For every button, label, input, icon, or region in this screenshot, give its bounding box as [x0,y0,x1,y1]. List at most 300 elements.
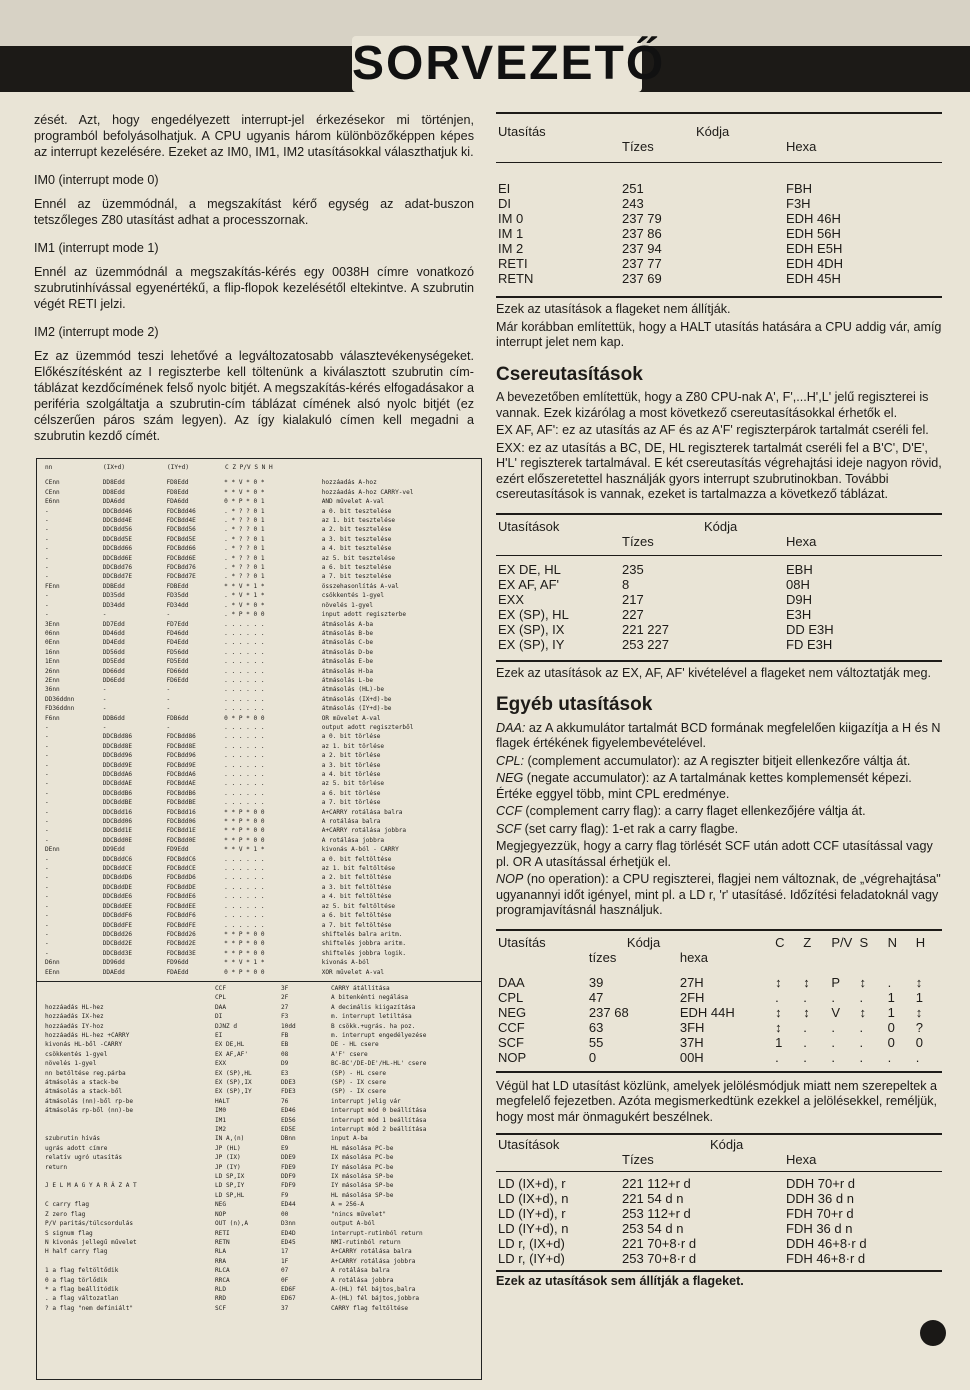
table-cell: ↕ [775,974,782,990]
listing-row [45,488,481,497]
table-row [496,226,942,241]
table-cell: 3FH [679,1019,705,1035]
table-cell: ↕ [859,974,867,990]
other-heading: Egyéb utasítások [496,694,653,715]
interrupt-table-body [496,181,942,286]
table-cell: P [831,974,841,990]
table-cell: IM 0 [498,211,524,226]
listing-lower-cell: RETI [215,1229,230,1237]
listing-cell: . . . . . . [224,874,265,882]
table-cell: 1 [775,1034,783,1050]
listing-cell: - [102,723,107,731]
listing-cell: - [45,573,49,581]
listing-cell: - [45,723,49,731]
listing-lower-cell: hozzáadás IY-hoz [45,1022,104,1030]
listing-lower-row [45,1285,481,1294]
listing-lower-cell: A rotálása jobbra [331,1276,394,1284]
listing-cell: DD46dd [102,629,125,637]
listing-row [45,742,481,751]
th-flag: P/V [831,934,853,950]
listing-lower-row [45,1229,481,1238]
listing-cell: . * ? ? 0 1 [224,517,265,525]
listing-lower-row [45,1134,481,1143]
table-cell: DD E3H [786,621,834,637]
listing-cell: - [45,789,49,797]
table-row [496,241,942,256]
table-cell: EDH E5H [786,241,843,256]
table-cell: 237 94 [622,241,662,256]
listing-lower-cell: 08 [281,1050,289,1058]
listing-row [45,808,481,817]
listing-cell: átmásolás B-be [321,629,374,637]
listing-cell: . . . . . . [224,771,265,778]
listing-cell: - [45,940,49,948]
listing-lower-row [45,1153,481,1162]
listing-row [45,554,481,563]
th-dec: Tízes [622,1152,654,1167]
listing-lower-cell: FDE3 [281,1088,296,1096]
table-cell: 39 [588,974,604,990]
listing-cell: . . . . . . [224,893,265,901]
listing-cell: 0 * P * 0 0 [224,714,265,722]
listing-cell: . . . . . . [224,705,265,713]
table-cell: FDH 36 d n [786,1221,853,1236]
listing-cell: * * V * 1 * [224,846,265,854]
listing-cell: - [45,893,49,901]
listing-lower-cell: ED5E [281,1126,296,1134]
listing-cell: . * ? ? 0 1 [224,573,265,581]
listing-cell: . . . . . . [224,733,265,741]
listing-cell: FDCBdd6E [166,554,196,562]
listing-cell: . . . . . . [224,667,265,675]
listing-lower-cell: LD SP,HL [215,1191,245,1199]
listing-lower-cell: IX másolása PC-be [331,1154,394,1162]
listing-cell: DDCBdd46 [102,507,133,515]
listing-lower-cell: ED67 [281,1295,296,1303]
listing-lower-cell: IM0 [215,1107,227,1115]
listing-cell: 16nn [45,648,60,656]
other-paragraph [496,804,942,820]
listing-cell: hozzáadás A-hoz CARRY-vel [321,488,414,496]
table-cell: EBH [786,561,813,577]
listing-cell: . * V * 1 * [224,592,265,600]
left-column [34,112,474,453]
other-paragraph [496,822,942,838]
listing-cell: DDCBddFE [102,921,133,929]
listing-cell: * * V * 0 * [224,479,265,487]
instruction-term: NEG [496,771,524,785]
listing-cell: FDCBdd16 [166,808,196,816]
listing-cell: - [102,686,107,694]
listing-lower-cell: FDE9 [281,1163,296,1171]
listing-cell: átmásolás H-ba [321,667,374,675]
listing-cell: FD4Edd [166,639,189,647]
exchange-heading: Csereutasítások [496,363,643,385]
table-rule [496,1270,942,1272]
listing-cell: a 7. bit törlése [321,799,381,807]
listing-cell: 3Enn [45,620,60,628]
listing-lower-cell: (SP) - IX csere [331,1088,387,1096]
im0-paragraph: Ennél az üzemmódnál, a megszakítást kérő egység az adat-buszon tetszőleges Z80 utasítást adhat a processzornak. [34,197,474,227]
table-cell: 8 [622,576,630,592]
listing-lower-cell: 0 a flag törlődik [45,1276,108,1284]
listing-cell: FDCBdd5E [166,535,196,543]
table-cell: FBH [786,181,812,196]
table-row [496,1035,942,1050]
listing-rows [37,478,481,977]
th-code: Kódja [704,518,738,534]
table-cell: . [859,1049,864,1065]
listing-cell: FDCBddEE [166,902,196,910]
th-dec: tízes [588,949,617,965]
table-cell: 243 [622,196,644,211]
table-row [496,181,942,196]
instruction-term: CCF [496,804,522,818]
listing-cell: . . . . . . [224,883,265,891]
other-paragraph [496,721,942,752]
table-row [496,607,942,622]
table-cell: 1 [887,989,895,1005]
listing-cell: FDCBdd76 [166,564,196,572]
table-row [496,196,942,211]
th-code: Kódja [696,124,730,139]
listing-lower-cell: B csökk.+ugrás. ha poz. [331,1022,416,1030]
listing-lower-cell: DI [215,1013,223,1021]
table-cell: FDH 46+8·r d [786,1251,866,1266]
listing-cell: * * P * 0 0 [224,818,265,826]
listing-cell: FDBEdd [166,582,189,590]
listing-row [45,704,481,713]
listing-lower-cell: ED4D [281,1229,296,1237]
listing-cell: a 3. bit tesztelése [321,535,392,543]
listing-lower-cell: F3 [281,1013,289,1021]
table-cell: 237 77 [622,256,662,271]
listing-cell: DD6Edd [102,676,125,684]
listing-cell: - [45,883,49,891]
listing-cell: - [45,808,49,816]
listing-cell: DD56dd [102,648,125,656]
listing-row [45,478,481,487]
table-row [496,975,942,990]
listing-lower-row [45,1069,481,1078]
listing-cell: . * ? ? 0 1 [224,554,265,562]
table-cell: 227 [622,606,644,622]
listing-cell: - [45,761,49,769]
table-cell: 221 54 d n [622,1191,684,1206]
listing-lower-row [45,1125,481,1134]
listing-cell: A+CARRY rotálása balra [321,808,403,816]
listing-cell: DDCBdd0E [102,836,133,844]
listing-cell: DDCBddAE [102,780,133,788]
listing-lower-cell: EXX [215,1060,227,1068]
listing-cell: hozzáadás A-hoz [321,479,377,487]
listing-lower-cell: CCF [215,984,227,992]
listing-lower-rows [37,984,481,1313]
listing-row [45,817,481,826]
listing-lower-cell: C carry flag [45,1201,90,1209]
listing-cell: DD9Edd [102,846,125,854]
listing-lower-cell [45,984,215,993]
listing-cell: DDCBdd86 [102,733,133,741]
table-cell: ↕ [915,974,923,990]
listing-cell: FEnn [45,582,60,590]
listing-cell: a 7. bit tesztelése [321,573,392,581]
listing-row [45,723,481,732]
listing-lower-row [45,1219,481,1228]
listing-cell: a 4. bit feltöltése [321,893,392,901]
listing-cell: átmásolás (IY+d)-be [321,705,392,713]
th-instr: Utasítás [498,934,546,950]
table-cell: 1 [915,989,924,1005]
listing-lower-cell: átmásolás rp-ből (nn)-be [45,1107,134,1115]
table-cell: EDH 46H [786,211,841,226]
listing-cell: * * V * 1 * [224,959,265,967]
table-cell: EDH 56H [786,226,841,241]
section-title: SORVEZETŐ [352,37,666,90]
listing-cell: . * ? ? 0 1 [224,507,265,515]
listing-lower-row [45,1304,481,1313]
listing-lower-cell: RRD [215,1295,227,1303]
listing-lower-row [45,1172,481,1181]
table-cell: . [831,1019,835,1035]
table-cell: EDH 44H [679,1004,735,1020]
listing-cell: összehasonlítás A-val [321,582,399,590]
listing-cell: . * V * 0 * [224,601,265,609]
listing-lower-cell: A-(HL) fél bájtos,jobbra [331,1295,420,1303]
listing-lower-cell: J E L M A G Y A R Á Z A T [45,1182,137,1190]
listing-cell: - [45,611,49,619]
table-header-row [496,950,942,965]
table-cell: DDH 46+8·r d [786,1236,867,1251]
listing-cell: . * ? ? 0 1 [224,526,265,534]
listing-cell: . * ? ? 0 1 [224,545,265,553]
listing-cell: FDCBdd26 [166,930,196,938]
listing-cell: a 2. bit törlése [321,752,381,760]
nop-text: (no operation): a CPU regiszterei, flagjei nem változnak, de „végrehajtása" ugyanannyi időt igényel, mint pl. a LD r, 'r' utasításé. Időzítési feladatoknál vagy programjavításnál használjuk. [496,872,941,917]
listing-lower-cell: NEG [215,1201,227,1209]
listing-cell: - [45,601,49,609]
listing-lower-cell: NMI-rutinból return [331,1238,401,1246]
listing-lower-row [45,1191,481,1200]
table-row [496,271,942,286]
listing-lower-row [45,1050,481,1059]
listing-cell: . . . . . . [224,761,265,769]
listing-lower-cell: NOP [215,1210,227,1218]
table-cell: LD (IY+d), r [498,1206,566,1221]
listing-cell: átmásolás E-be [321,658,374,666]
listing-lower-cell: ugrás adott címre [45,1144,108,1152]
listing-cell: DDCBdd96 [102,752,133,760]
listing-lower-cell: A'F' csere [331,1050,368,1058]
listing-cell: - [45,836,49,844]
listing-cell: DDCBddA6 [102,771,133,778]
table-cell: 0 [915,1034,924,1050]
listing-lower-cell: 37 [281,1304,289,1312]
table-cell: . [859,1034,864,1050]
listing-cell: FD8Edd [166,479,189,487]
listing-cell: - [166,611,171,619]
listing-cell: FDCBddD6 [166,874,196,882]
listing-cell: . . . . . . [224,752,265,760]
right-column [496,112,942,1292]
listing-cell: - [45,902,49,910]
ld-table-body [496,1176,942,1266]
listing-cell: - [166,705,171,713]
listing-lower-cell: E9 [281,1144,289,1152]
instruction-listing [36,458,482,1380]
listing-lower-cell: DDE3 [281,1079,296,1086]
listing-row [45,620,481,629]
listing-cell: átmásolás D-be [321,648,374,656]
table-cell: 47 [588,989,604,1005]
table-row [496,1191,942,1206]
listing-cell: DD5Edd [102,658,125,666]
listing-cell: FDCBdd66 [166,545,196,553]
listing-cell: E6nn [45,498,60,506]
listing-cell: - [45,912,49,920]
table-cell: EX AF, AF' [498,576,560,592]
masthead [0,0,970,92]
table-cell: EX (SP), IX [498,621,565,637]
listing-cell: . . . . . . [224,639,265,647]
exchange-table [496,519,942,549]
listing-cell: FD5Edd [166,658,189,666]
listing-lower-cell: DJNZ d [215,1022,238,1030]
table-cell: 221 112+r d [622,1176,691,1191]
listing-cell: . . . . . . [224,921,265,929]
listing-lower-row [45,1078,481,1087]
listing-cell: az 1. bit feltöltése [321,865,396,873]
listing-row [45,676,481,685]
listing-lower-cell: EX (SP),IY [215,1088,252,1096]
listing-cell: - [166,686,171,694]
listing-cell: DDCBddCE [102,865,133,873]
listing-lower-cell: RLCA [215,1267,230,1275]
instruction-term: DAA: [496,720,526,735]
table-cell: . [831,1034,835,1050]
listing-lower-cell: 17 [281,1248,289,1256]
table-rule [496,1071,942,1073]
table-cell: ↕ [775,1019,782,1035]
listing-cell: DDCBdd1E [102,827,133,835]
listing-cell: - [45,526,49,534]
listing-cell: CEnn [45,479,60,487]
table-rule [496,1133,942,1135]
listing-row [45,911,481,920]
listing-cell: FDCBddE6 [166,893,196,901]
listing-lower-cell: RLD [215,1285,227,1293]
listing-lower-row [45,1106,481,1115]
listing-cell: DDCBdd16 [102,808,133,816]
listing-row [45,516,481,525]
listing-cell: - [45,733,49,741]
listing-cell: FD56dd [166,648,189,656]
listing-lower-cell: 76 [281,1097,289,1105]
listing-lower-cell: szubrutin hívás [45,1135,101,1143]
listing-row [45,892,481,901]
listing-lower-cell: HL másolása SP-be [331,1191,394,1199]
listing-cell: shiftelés jobbra logik. [321,949,407,957]
listing-lower-cell [45,1172,215,1181]
listing-lower-row [45,1097,481,1106]
listing-cell: input adott regiszterbe [321,611,407,619]
table-header-row [496,935,942,950]
listing-cell: DDCBdd06 [102,818,133,826]
listing-lower-row [45,1294,481,1303]
table-cell: 0 [887,1034,895,1050]
listing-lower-cell: OUT (n),A [215,1220,249,1228]
listing-cell: F6nn [45,714,60,722]
t2-note: Ezek az utasítások az EX, AF, AF' kivételével a flageket nem változtatják meg. [496,665,931,680]
listing-cell: FD36ddnn [45,705,75,713]
listing-row [45,572,481,581]
table-cell: 37H [679,1034,704,1050]
listing-header-cell: C Z P/V S N H [225,464,273,471]
table-rule [496,513,942,515]
listing-cell: CEnn [45,488,60,496]
table-row [496,211,942,226]
listing-cell: - [45,771,49,778]
listing-lower-cell [45,993,215,1002]
listing-cell: DDA6dd [102,498,125,506]
listing-lower-cell: interrupt mód 2 beállítása [331,1126,427,1134]
table-cell: . [831,1049,835,1065]
listing-cell: FD46dd [166,629,189,637]
listing-header-cell: (IY+d) [167,464,190,471]
listing-lower-cell: F9 [281,1191,289,1199]
listing-cell: - [45,818,49,826]
th-code: Kódja [626,934,661,950]
instruction-term: CPL: [496,753,524,768]
listing-cell: az 1. bit tesztelése [321,517,396,525]
listing-cell: DD35dd [102,592,125,600]
table-cell: 253 54 d n [622,1221,684,1236]
listing-row [45,507,481,516]
listing-cell: . . . . . . [224,780,265,788]
nop-paragraph [496,872,942,919]
listing-row [45,789,481,798]
listing-cell: FDB6dd [166,714,189,722]
listing-lower-row [45,1022,481,1031]
listing-cell: a 3. bit törlése [321,761,381,769]
listing-cell: DDCBdd4E [102,517,133,525]
listing-cell: - [45,752,49,760]
instruction-term: SCF [496,821,522,836]
listing-cell: . . . . . . [224,912,265,920]
table-rule [496,929,942,931]
listing-row [45,582,481,591]
table-cell: . [859,1019,864,1035]
th-hex: Hexa [786,533,817,549]
listing-lower-cell: átmásolás a stack-be [45,1079,119,1086]
listing-row [45,902,481,911]
listing-lower-cell: RRA [215,1257,227,1265]
listing-cell: - [102,705,107,713]
listing-lower-cell [45,1257,215,1266]
listing-lower-cell: hozzáadás IX-hez [45,1013,104,1021]
listing-cell: FD66dd [166,667,189,675]
listing-row [45,525,481,534]
listing-lower-row [45,1040,481,1049]
listing-cell: FD9Edd [166,846,189,854]
listing-cell: . . . . . . [224,865,265,873]
listing-row [45,921,481,930]
im2-heading: IM2 (interrupt mode 2) [34,325,159,339]
listing-cell: a 6. bit tesztelése [321,564,392,572]
listing-cell: a 4. bit törlése [321,771,381,778]
listing-lower-cell: DDF9 [281,1173,296,1181]
table-cell: . [775,1049,779,1065]
